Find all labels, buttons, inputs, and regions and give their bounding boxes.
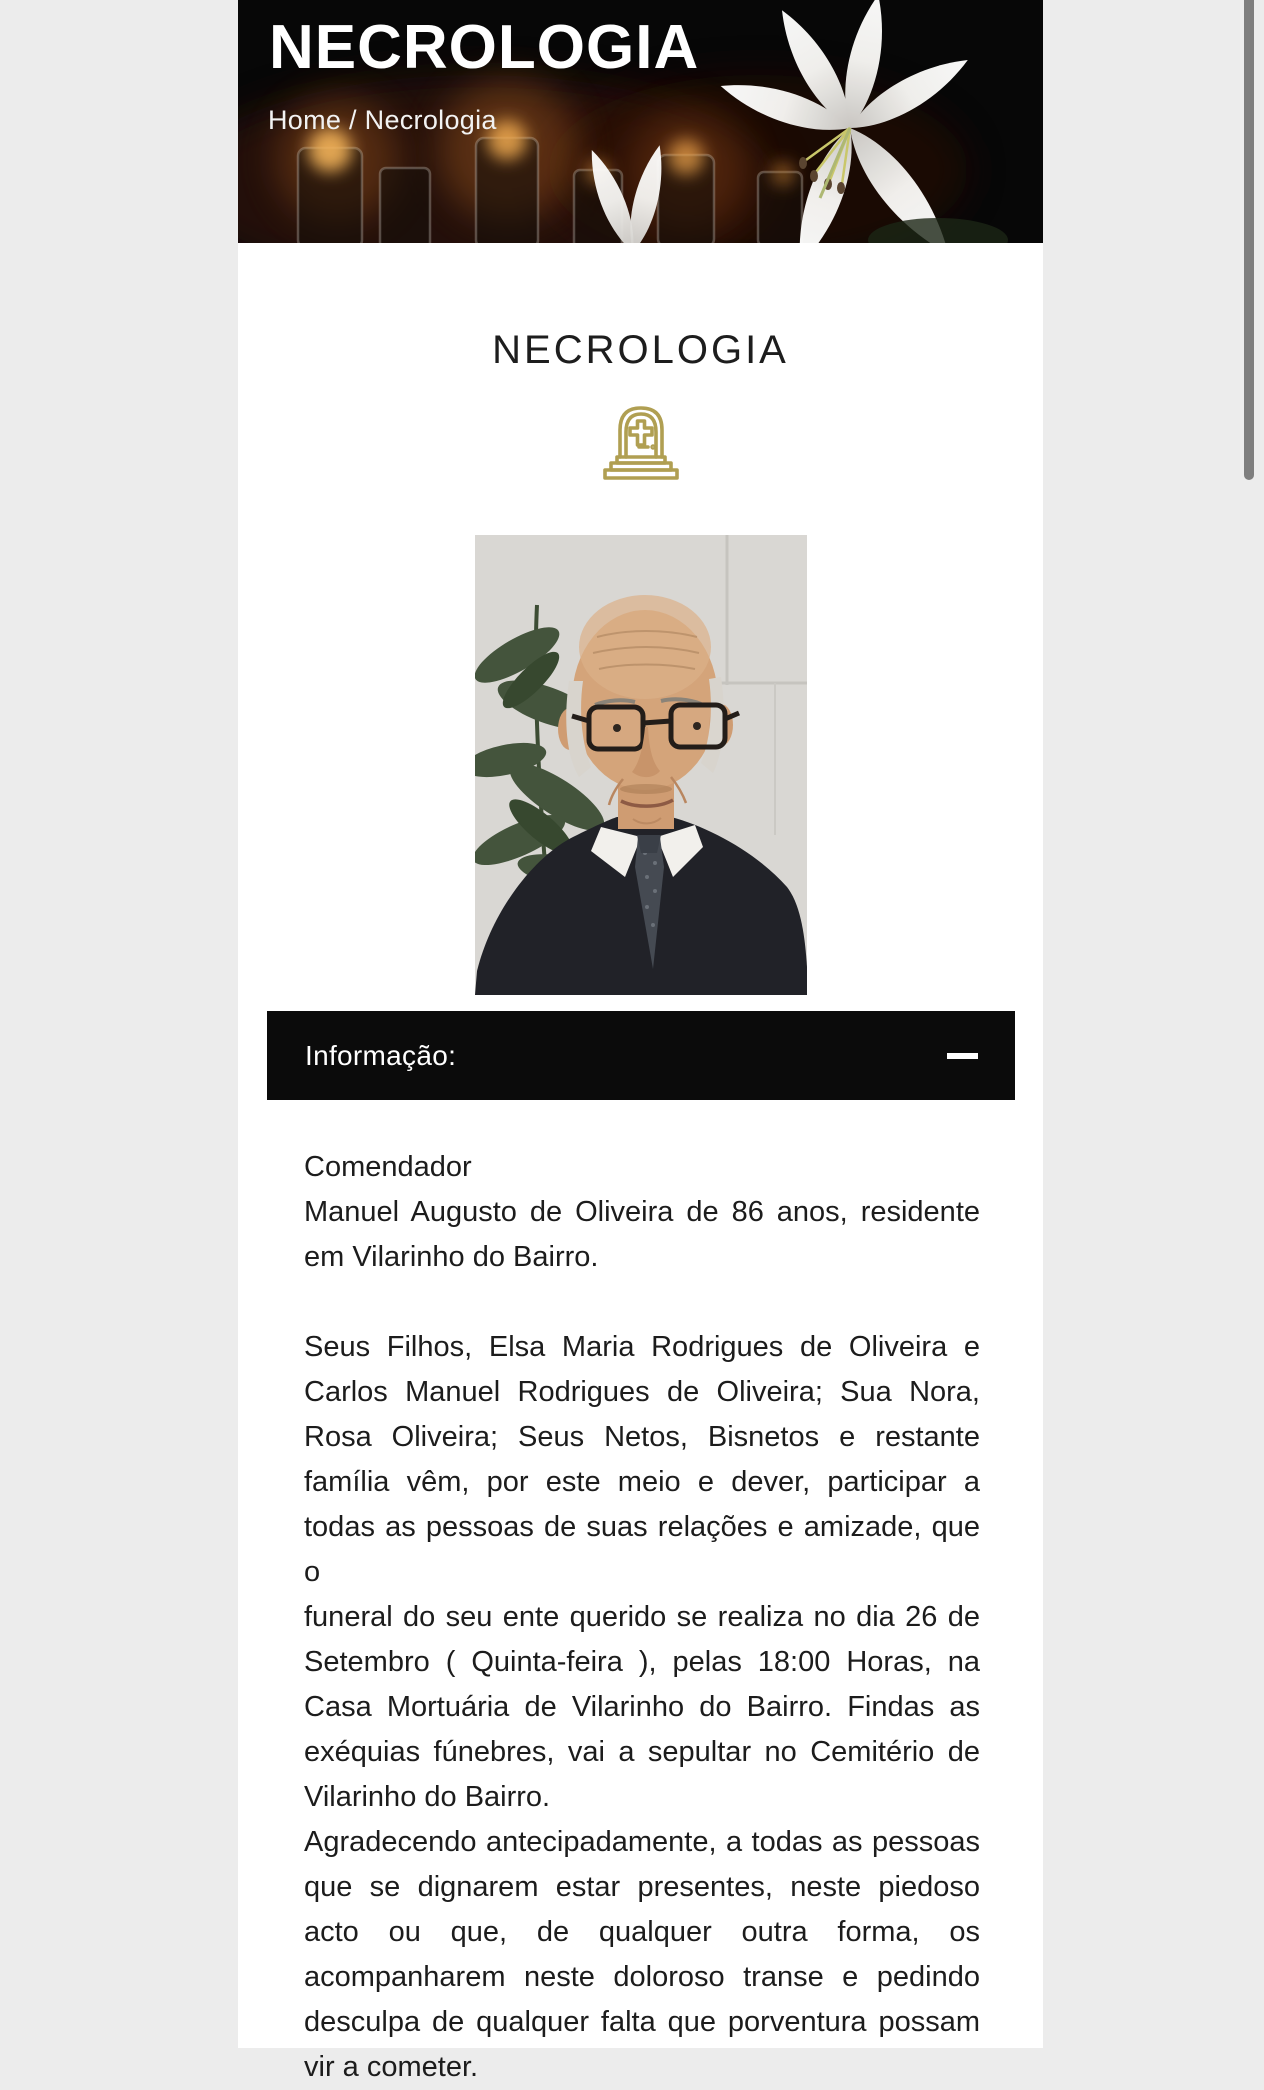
page-content-column [238, 0, 1043, 2083]
body-text-line: Seus Filhos, Elsa Maria Rodrigues de Oliveira e [304, 1331, 980, 1363]
collapse-minus-icon[interactable] [947, 1053, 978, 1059]
tombstone-cross-icon [595, 397, 687, 489]
obituary-paragraph [304, 1325, 980, 1820]
body-text-line: Manuel Augusto de Oliveira de 86 anos, residente [304, 1196, 980, 1228]
obituary-text [304, 1145, 980, 2090]
scrollbar-thumb[interactable] [1244, 0, 1254, 480]
body-text-line: desculpa de qualquer falta que porventura possam [304, 2006, 980, 2038]
body-text-line: que se dignarem estar presentes, neste piedoso [304, 1871, 980, 1903]
body-text-line: em Vilarinho do Bairro. [304, 1241, 599, 1273]
info-accordion-header[interactable] [267, 1011, 1015, 1100]
banner-title: NECROLOGIA [269, 13, 700, 82]
body-text-line: acto ou que, de qualquer outra forma, os [304, 1916, 980, 1948]
body-text-line: Carlos Manuel Rodrigues de Oliveira; Sua Nora, [304, 1376, 980, 1408]
body-text-line: Comendador [304, 1151, 472, 1183]
body-text-line: Rosa Oliveira; Seus Netos, Bisnetos e restante [304, 1421, 980, 1453]
body-text-line: vir a cometer. [304, 2051, 479, 2083]
body-text-line: Casa Mortuária de Vilarinho do Bairro. Findas as [304, 1691, 980, 1723]
body-text-line: Agradecendo antecipadamente, a todas as pessoas [304, 1826, 980, 1858]
body-text-line: acompanharem neste doloroso transe e pedindo [304, 1961, 980, 1993]
obituary-paragraph [304, 1820, 980, 2090]
body-text-line: Vilarinho do Bairro. [304, 1781, 551, 1813]
body-text-line: exéquias fúnebres, vai a sepultar no Cemitério de [304, 1736, 980, 1768]
body-text-line: funeral do seu ente querido se realiza no dia 26 de [304, 1601, 980, 1633]
obituary-paragraph [304, 1145, 980, 1280]
breadcrumb-home-link[interactable]: Home [268, 105, 342, 135]
paragraph-spacer [304, 1280, 980, 1325]
body-text-line: todas as pessoas de suas relações e amizade, que o [304, 1511, 980, 1588]
deceased-portrait-photo [475, 535, 807, 995]
page-title: NECROLOGIA [492, 328, 789, 372]
info-accordion-label: Informação: [305, 1039, 457, 1071]
breadcrumb-current: Necrologia [364, 105, 497, 135]
body-text-line: Setembro ( Quinta-feira ), pelas 18:00 Horas, na [304, 1646, 980, 1678]
breadcrumb [268, 105, 497, 136]
breadcrumb-separator: / [341, 105, 365, 135]
body-text-line: família vêm, por este meio e dever, participar a [304, 1466, 980, 1498]
page-banner [238, 0, 1043, 243]
